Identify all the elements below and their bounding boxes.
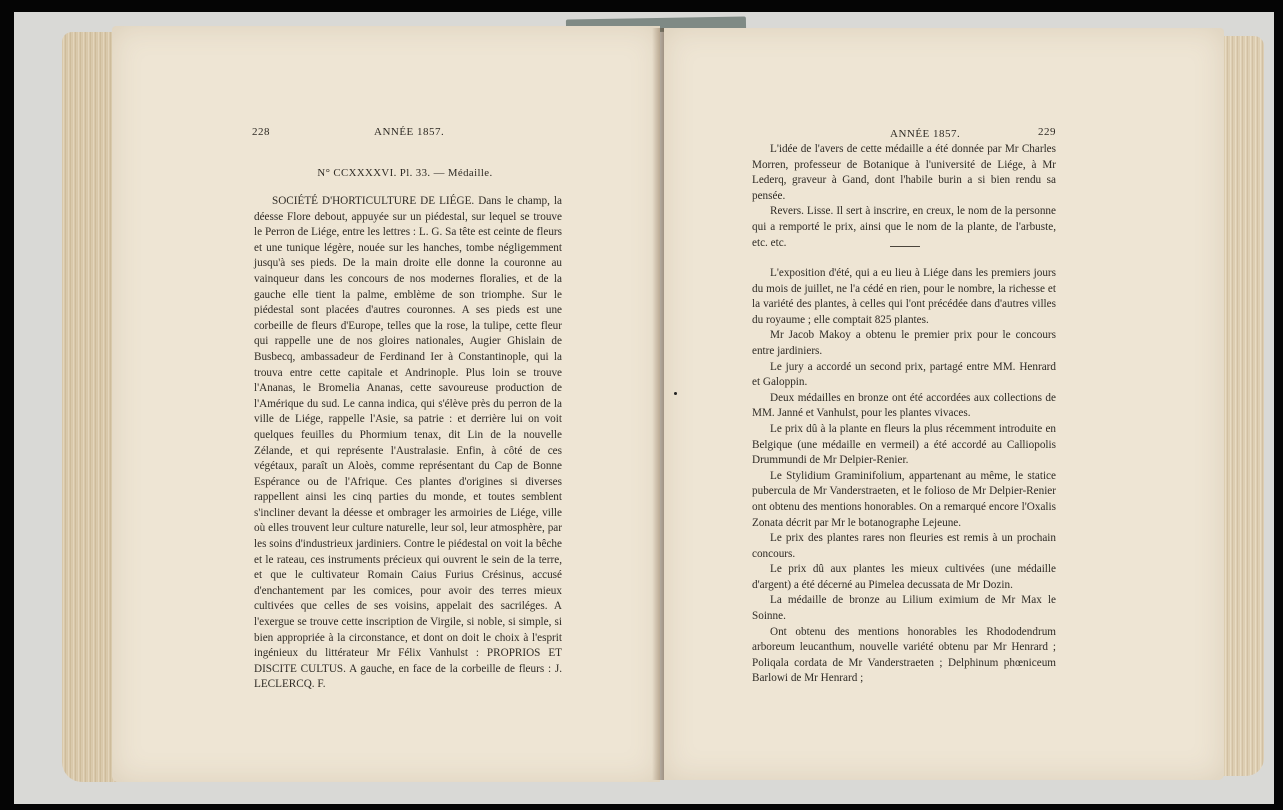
report-paragraph: Le prix dû à la plante en fleurs la plus récemment introduite en Belgique (une médaille en vermeil) a été accordé au Calliopolis Drummundi de Mr Delpier-Renier. (752, 422, 1056, 467)
ink-speck (674, 392, 677, 395)
exhibition-report (752, 266, 1056, 687)
running-head-right: ANNÉE 1857. (890, 128, 961, 140)
report-paragraph: Le Stylidium Graminifolium, appartenant au même, le statice pubercula de Mr Vanderstraeten, et le folioso de Mr Delpier-Renier ont obtenu des mentions honorables. On a remarqué encore l'Oxalis Zonata décrit par Mr le botanographe Lejeune. (752, 469, 1056, 529)
report-paragraph: L'exposition d'été, qui a eu lieu à Liége dans les premiers jours du mois de juillet, ne l'a cédé en rien, pour le nombre, la richesse et la variété des plantes, à celles qui l'ont précédée dans d'autres villes du royaume ; elle comptait 825 plantes. (752, 267, 1056, 326)
report-paragraph: Le jury a accordé un second prix, partagé entre MM. Henrard et Galoppin. (752, 360, 1056, 389)
open-book (24, 18, 1268, 800)
report-paragraph: Ont obtenu des mentions honorables les Rhododendrum arboreum leucanthum, nouvelle variété obtenu par Mr Henrard ; Poliqala cordata de Mr Vanderstraeten ; Delphinum phœniceum Barlowi de Mr Henrard ; (752, 625, 1056, 685)
right-page (664, 28, 1224, 780)
left-page (112, 26, 660, 782)
medal-notes (752, 142, 1056, 251)
report-paragraph: Deux médailles en bronze ont été accordées aux collections de MM. Janné et Vanhulst, pour les plantes vivaces. (752, 391, 1056, 420)
section-rule (890, 246, 920, 247)
medal-description (254, 194, 562, 693)
plate-caption: N° CCXXXXVI. Pl. 33. — Médaille. (317, 167, 493, 179)
report-paragraph: Mr Jacob Makoy a obtenu le premier prix pour le concours entre jardiniers. (752, 329, 1056, 357)
page-number-right: 229 (1038, 126, 1056, 138)
obverse-note: L'idée de l'avers de cette médaille a été donnée par Mr Charles Morren, professeur de Botanique à l'université de Liége, à Mr Lederq, graveur à Gand, dont l'habile burin a si bien rendu sa pensée. (752, 143, 1056, 202)
description-paragraph: SOCIÉTÉ D'HORTICULTURE DE LIÉGE. Dans le champ, la déesse Flore debout, appuyée sur un piédestal, sur lequel se trouve le Perron de Liége, entre les lettres : L. G. Sa tête est ceinte de fleurs et une tunique légère, nouée sur les hanches, tombe négligemment jusqu'à ses pieds. De la main droite elle donne la couronne au vainqueur dans les concours de nos modernes floralies, et de la gauche elle tient la palme, emblème de son triomphe. Sur le piédestal sont placées d'autres couronnes. A ses pieds est une corbeille de fleurs d'Europe, telles que la rose, la tulipe, cette fleur qui rappelle une de nos gloires nationales, Augier Ghislain de Busbecq, ambassadeur de Ferdinand Ier à Constantinople, qui la trouva entre cette capitale et Andrinople. Plus loin se trouve l'Ananas, le Bromelia Ananas, cette savoureuse production de l'Amérique du sud. Le canna indica, qui s'élève près du perron de la ville de Liége, rappelle l'Asie, sa patrie : et derrière lui on voit quelques feuilles du Phormium tenax, dit Lin de la nouvelle Zélande, et qui représente l'Australasie. Enfin, à côté de ces végétaux, paraît un Aloès, comme représentant du Cap de Bonne Espérance ou de l'Afrique. Ces plantes d'origines si diverses rappellent ainsi les cinq parties du monde, et toutes semblent s'incliner devant la déesse et ombrager les armoiries de Liége, ville où elles trouvent leur culture naturelle, leur sol, leur atmosphère, par les soins d'industrieux jardiniers. Contre le piédestal on voit la bêche et le rateau, ces instruments précieux qui ouvrent le sein de la terre, et que le cultivateur Romain Caius Furius Crésinus, accusé d'enchantement par les comices, pour avoir des terres mieux cultivées que celles de ses voisins, appelait des sacriléges. A l'exergue se trouve cette inscription de Virgile, si noble, si simple, si bien appropriée à la circonstance, et dont on doit le choix à l'esprit ingénieux du littérateur Mr Félix Vanhulst : PROPRIOS ET DISCITE CULTUS. A gauche, en face de la corbeille de fleurs : J. LECLERCQ. F. (254, 195, 562, 691)
running-head-left: ANNÉE 1857. (374, 126, 445, 138)
report-paragraph: Le prix des plantes rares non fleuries est remis à un prochain concours. (752, 532, 1056, 560)
report-paragraph: La médaille de bronze au Lilium eximium de Mr Max le Soinne. (752, 594, 1056, 623)
report-paragraph: Le prix dû aux plantes les mieux cultivées (une médaille d'argent) a été décerné au Pimelea decussata de Mr Dozin. (752, 563, 1056, 591)
page-number-left: 228 (252, 126, 270, 138)
reverse-note: Revers. Lisse. Il sert à inscrire, en creux, le nom de la personne qui a remporté le prix, ainsi que le nom de la plante, de l'arbuste, etc. etc. (752, 205, 1056, 249)
